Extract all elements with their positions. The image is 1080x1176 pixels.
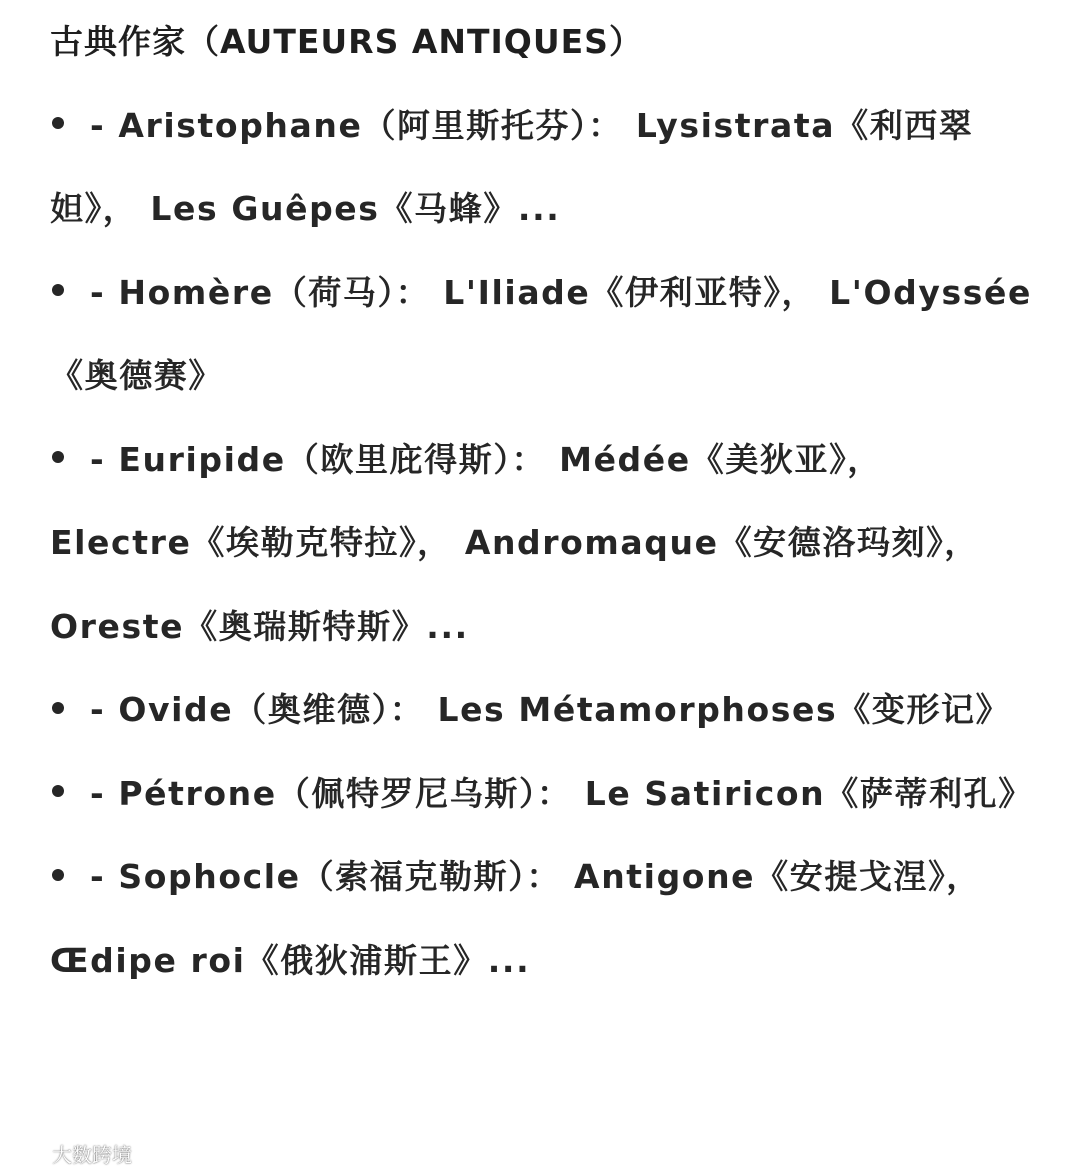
brand-logo-icon xyxy=(8,1143,48,1165)
list-item-aristophane xyxy=(50,84,1035,251)
bullet-icon xyxy=(52,284,64,296)
bullet-icon xyxy=(52,869,64,881)
list-item-text: - Aristophane（阿里斯托芬）： Lysistrata《利西翠妲》， Les Guêpes《马蜂》... xyxy=(50,105,974,228)
bullet-icon xyxy=(52,702,64,714)
list-item-text: - Pétrone（佩特罗尼乌斯）： Le Satiricon《萨蒂利孔》 xyxy=(90,773,1033,813)
list-item-text: - Homère（荷马）： L'Iliade《伊利亚特》， L'Odyssée《奥德赛》 xyxy=(50,272,1032,395)
watermark xyxy=(8,1139,132,1168)
watermark-text: 大数跨境 xyxy=(52,1143,132,1167)
list-item-euripide xyxy=(50,418,1035,669)
list-item-text: - Sophocle（索福克勒斯）： Antigone《安提戈涅》， Œdipe roi《俄狄浦斯王》... xyxy=(50,857,981,980)
author-list xyxy=(50,84,1035,1003)
bullet-icon xyxy=(52,451,64,463)
list-item-ovide xyxy=(50,668,1035,752)
section-heading: 古典作家（AUTEURS ANTIQUES） xyxy=(50,22,643,61)
document-page xyxy=(50,0,1035,1002)
bullet-icon xyxy=(52,785,64,797)
list-item-homere xyxy=(50,251,1035,418)
bullet-icon xyxy=(52,117,64,129)
list-item-sophocle xyxy=(50,835,1035,1002)
list-item-text: - Euripide（欧里庇得斯）： Médée《美狄亚》， Electre《埃勒克特拉》， Andromaque《安德洛玛刻》， Oreste《奥瑞斯特斯》... xyxy=(50,439,979,646)
list-item-text: - Ovide（奥维德）： Les Métamorphoses《变形记》 xyxy=(90,690,1011,729)
list-item-petrone xyxy=(50,752,1035,836)
